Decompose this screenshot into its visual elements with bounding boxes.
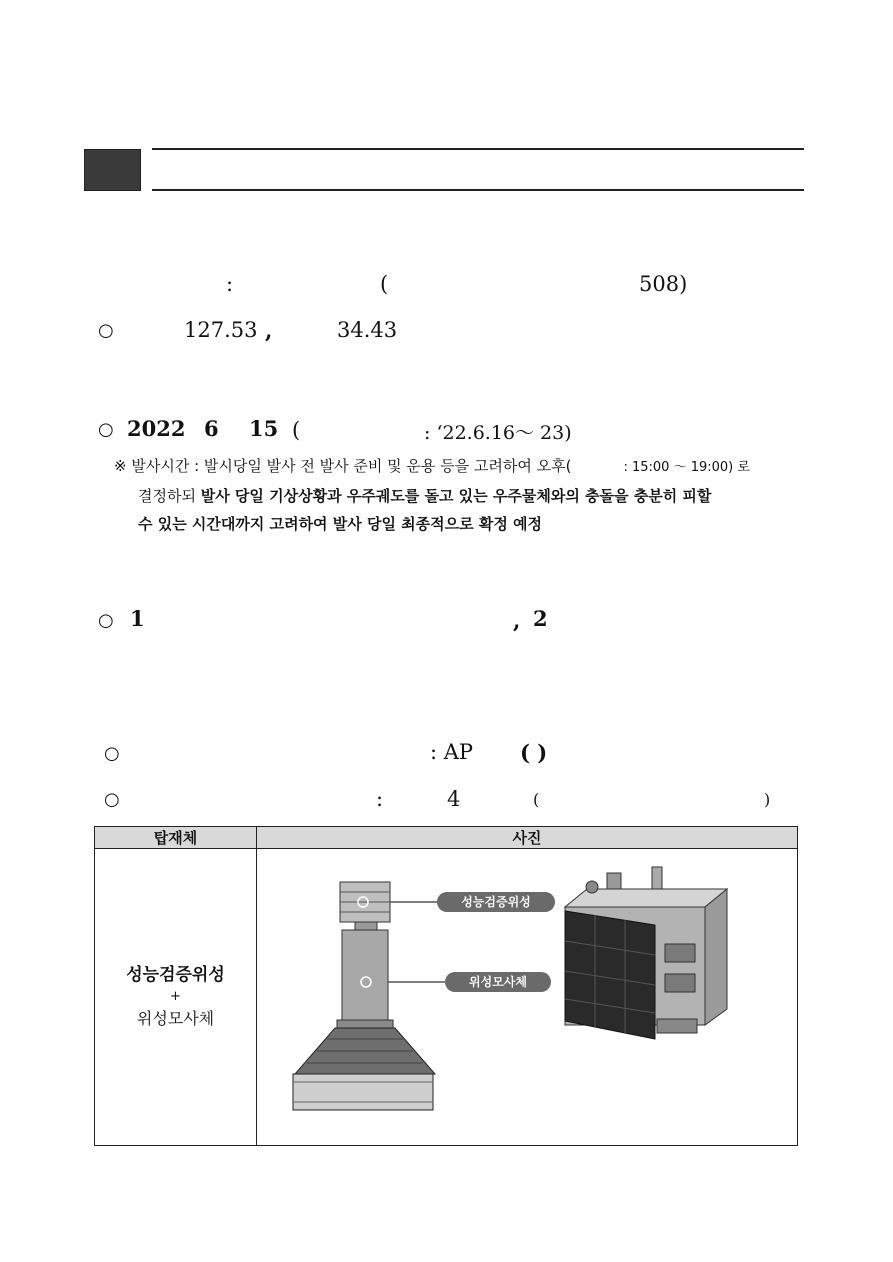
ap-paren: ( )	[520, 740, 548, 765]
note-mark: ※	[114, 457, 127, 475]
stage-bullet: ○	[98, 610, 114, 631]
payload-name-primary: 성능검증위성	[126, 965, 225, 985]
header-payload: 탑재체	[95, 827, 257, 849]
section-number-box	[84, 149, 141, 191]
launch-year: 2022	[127, 416, 186, 441]
count-value: 4	[447, 787, 461, 811]
longitude-value: 127.53	[184, 318, 258, 342]
date-bullet: ○	[98, 419, 114, 440]
count-colon: :	[376, 787, 384, 811]
label-dummy-satellite: 위성모사체	[469, 975, 527, 989]
stage-first: 1	[130, 606, 145, 631]
ap-label: : AP	[430, 740, 474, 764]
note-line3-bold: 수 있는 시간대까지 고려하여 발사 당일 최종적으로 확정 예정	[138, 515, 543, 533]
rocket-stack-illustration	[293, 882, 435, 1110]
payload-name-secondary: 위성모사체	[136, 1009, 215, 1028]
launch-day: 15	[249, 416, 279, 441]
section-bottom-rule	[152, 189, 804, 191]
location-address-number: 508)	[639, 272, 688, 296]
date-paren: (	[292, 418, 301, 442]
note-line2-plain: 결정하되	[138, 487, 201, 505]
count-bullet: ○	[104, 789, 120, 810]
location-colon: :	[226, 272, 234, 296]
coordinates-bullet: ○	[98, 320, 114, 341]
count-paren-close: )	[764, 790, 771, 809]
launch-month: 6	[204, 416, 219, 441]
payload-photo-cell	[257, 849, 798, 1146]
satellite-3d-illustration	[565, 867, 727, 1039]
note-line2-bold: 발사 당일 기상상황과 우주궤도를 돌고 있는 우주물체와의 충돌을 충분히 피할	[200, 487, 712, 505]
latitude-value: 34.43	[337, 318, 398, 342]
note-line1: 발사시간 : 발시당일 발사 전 발사 준비 및 운용 등을 고려하여 오후(	[131, 457, 572, 475]
ap-bullet: ○	[104, 743, 120, 764]
label-upper-satellite: 성능검증위성	[461, 895, 531, 909]
payload-plus: +	[170, 989, 181, 1004]
header-photo: 사진	[257, 827, 798, 849]
location-paren: (	[380, 272, 389, 296]
stage-comma: ,	[513, 608, 521, 633]
stage-second: 2	[533, 606, 548, 631]
payload-table	[94, 826, 798, 1146]
backup-dates: : ‘22.6.16～ 23)	[424, 422, 572, 444]
note-time-range: : 15:00 ～ 19:00) 로	[623, 460, 750, 475]
payload-name-cell	[95, 849, 257, 1146]
payload-illustration	[257, 849, 797, 1145]
launch-time-note	[114, 456, 814, 534]
coordinates-comma: ,	[265, 318, 273, 343]
section-top-rule	[152, 148, 804, 150]
count-paren-open: (	[533, 790, 540, 809]
